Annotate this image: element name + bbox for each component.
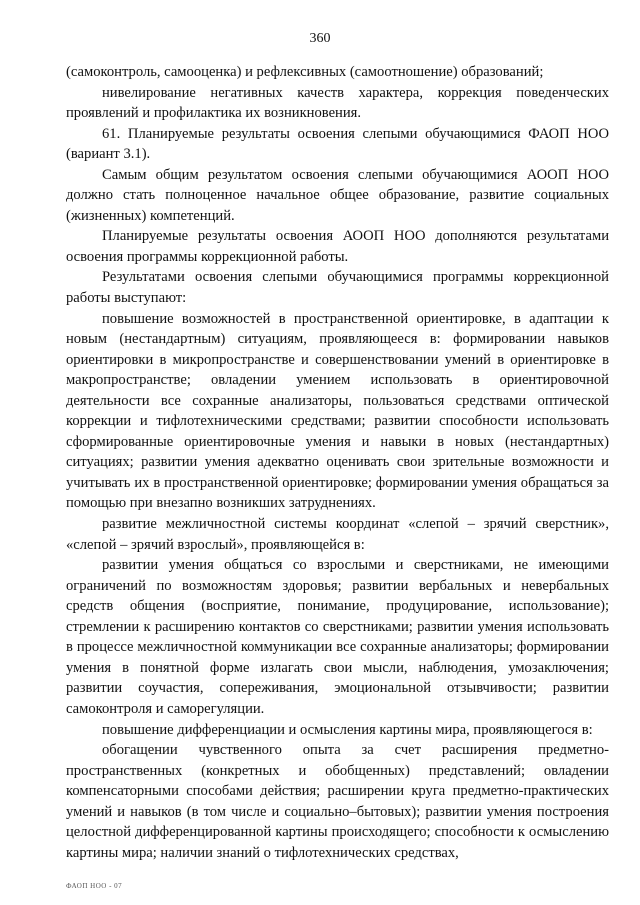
- paragraph-7: повышение возможностей в пространственной ориентировке, в адаптации к новым (нестандартным) ситуациям, проявляющееся в: формировании навыков ориентировки в микропространстве и совершенствовании умений в ориентировке в макропространстве; овладении умением использовать в ориентировочной деятельности все сохранные анализаторы, пользоваться средствами оптической коррекции и тифлотехническими средствами; развитии способности использовать сформированные ориентировочные умения и навыки в новых (нестандартных) ситуациях; развитии умения адекватно оценивать свои зрительные возможности и учитывать их в пространственной ориентировке; формировании умения обращаться за помощью при внезапно возникших затруднениях.: [66, 310, 609, 512]
- paragraph-6: Результатами освоения слепыми обучающимися программы коррекционной работы выступают:: [66, 269, 609, 307]
- footer-stamp: ФАОП НОО - 07: [66, 882, 123, 890]
- paragraph-9: развитии умения общаться со взрослыми и сверстниками, не имеющими ограничений по возможностям здоровья; развитии вербальных и невербальных средств общения (восприятие, понимание, продуцирование, использование); стремлении к расширению контактов со сверстниками; развитии умения использовать в процессе межличностной коммуникации все сохранные анализаторы; формировании умения в понятной форме излагать свои мысли, наблюдения, умозаключения; развитии соучастия, сопереживания, эмоциональной отзывчивости; развитии самоконтроля и саморегуляции.: [66, 557, 609, 717]
- paragraph-2: нивелирование негативных качеств характера, коррекция поведенческих проявлений и профилактика их возникновения.: [66, 84, 609, 122]
- document-body: [66, 62, 609, 863]
- paragraph-10: повышение дифференциации и осмысления картины мира, проявляющегося в:: [102, 721, 593, 738]
- section-heading-61: 61. Планируемые результаты освоения слепыми обучающимися ФАОП НОО (вариант 3.1).: [66, 125, 609, 163]
- paragraph-11: обогащении чувственного опыта за счет расширения предметно-пространственных (конкретных и обобщенных) представлений; овладении компенсаторными способами действия; расширении круга предметно-практических умений и навыков (в том числе и социально–бытовых); развитии умения построения целостной дифференцированной картины происходящего; способности к осмыслению картины мира; наличии знаний о тифлотехнических средствах,: [66, 742, 609, 861]
- paragraph-5: Планируемые результаты освоения АООП НОО дополняются результатами освоения программы коррекционной работы.: [66, 228, 609, 265]
- paragraph-8: развитие межличностной системы координат «слепой – зрячий сверстник», «слепой – зрячий взрослый», проявляющейся в:: [66, 516, 609, 553]
- paragraph-1: (самоконтроль, самооценка) и рефлексивных (самоотношение) образований;: [66, 64, 544, 80]
- page-number: 360: [309, 31, 331, 46]
- paragraph-4: Самым общим результатом освоения слепыми обучающимися АООП НОО должно стать полноценное начальное общее образование, развитие социальных (жизненных) компетенций.: [66, 166, 609, 224]
